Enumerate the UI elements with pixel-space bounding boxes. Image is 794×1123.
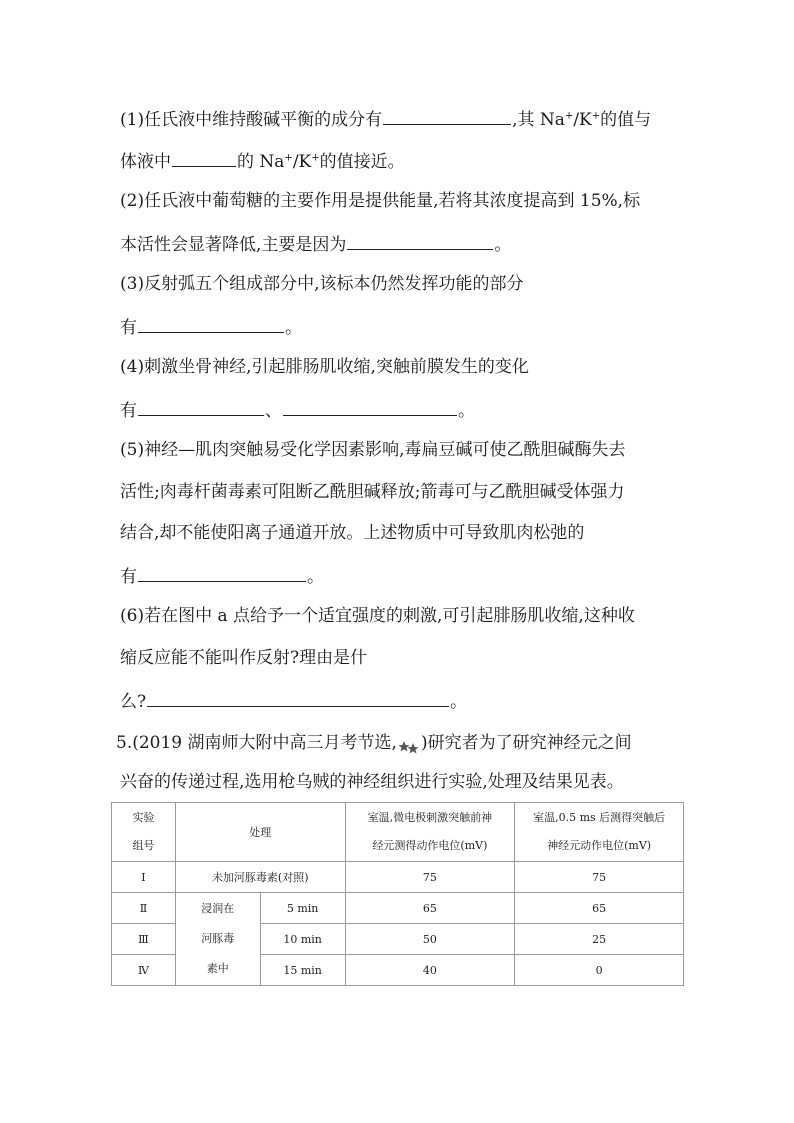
cell-pre: 75 [345, 862, 515, 893]
q1-sup-4: + [311, 152, 320, 164]
q1-blank-1[interactable] [383, 106, 511, 125]
q4-line2 [120, 397, 475, 423]
cell-time: 5 min [260, 893, 345, 924]
cell-post: 0 [515, 955, 684, 986]
cell-group: Ⅱ [112, 893, 176, 924]
q4-text-b: 有 [120, 401, 137, 421]
problem5-source: 5.(2019 湖南师大附中高三月考节选, [116, 733, 397, 753]
q5-text-a: (5)神经—肌肉突触易受化学因素影响,毒扁豆碱可使乙酰胆碱酶失去 [120, 440, 626, 460]
q6-line1 [120, 604, 635, 628]
q3-text-a: (3)反射弧五个组成部分中,该标本仍然发挥功能的部分 [120, 274, 524, 294]
cell-time: 10 min [260, 924, 345, 955]
q2-line2 [120, 231, 511, 257]
cell-post: 65 [515, 893, 684, 924]
table-header-row [112, 803, 684, 862]
problem5-text-b: 兴奋的传递过程,选用枪乌贼的神经组织进行实验,处理及结果见表。 [120, 772, 624, 792]
header-post [515, 803, 684, 862]
q2-text-a: (2)任氏液中葡萄糖的主要作用是提供能量,若将其浓度提高到 15%,标 [120, 191, 641, 211]
problem5-text-a: )研究者为了研究神经元之间 [420, 733, 632, 753]
q4-blank-1[interactable] [138, 397, 264, 416]
cell-post: 75 [515, 862, 684, 893]
q1-text-d: 的值与 [600, 110, 652, 130]
cell-group: Ⅲ [112, 924, 176, 955]
soak-label-line1: 浸润在 [201, 902, 235, 915]
q1-text-f: 的 Na [237, 152, 285, 172]
double-star-icon [398, 737, 420, 751]
q1-text-e: 体液中 [120, 152, 171, 172]
q6-line2 [120, 646, 367, 670]
q3-line1 [120, 272, 523, 296]
q5-line1 [120, 438, 625, 462]
q1-text-c: /K [573, 110, 592, 130]
q5-line3 [120, 521, 584, 545]
q5-line2 [120, 480, 624, 504]
q1-sup-1: + [564, 110, 574, 122]
q1-blank-2[interactable] [172, 148, 236, 167]
header-pre-line2: 经元测得动作电位(mV) [372, 839, 488, 852]
cell-pre: 50 [345, 924, 515, 955]
q6-text-a: (6)若在图中 a 点给予一个适宜强度的刺激,可引起腓肠肌收缩,这种收 [120, 606, 635, 626]
header-treatment: 处理 [175, 803, 345, 862]
table-row [112, 893, 684, 924]
cell-group: Ⅰ [112, 862, 176, 893]
q1-text-b: ,其 Na [512, 110, 565, 130]
q5-text-e: 。 [307, 567, 324, 587]
q1-text-a: (1)任氏液中维持酸碱平衡的成分有 [120, 110, 383, 130]
q1-line1 [120, 106, 651, 132]
q5-text-b: 活性;肉毒杆菌毒素可阻断乙酰胆碱释放;箭毒可与乙酰胆碱受体强力 [120, 482, 625, 502]
q5-text-c: 结合,却不能使阳离子通道开放。上述物质中可导致肌肉松弛的 [120, 523, 585, 543]
header-group-line1: 实验 [132, 811, 155, 824]
q1-text-h: 的值接近。 [319, 152, 405, 172]
q1-text-g: /K [292, 152, 312, 172]
q3-line2 [120, 314, 302, 340]
q2-blank[interactable] [347, 231, 493, 250]
q5-blank[interactable] [138, 563, 306, 582]
header-post-line2: 神经元动作电位(mV) [547, 839, 652, 852]
soak-label-line3: 素中 [206, 962, 229, 975]
problem5-line2 [120, 770, 624, 794]
q6-text-b: 缩反应能不能叫作反射?理由是什 [120, 648, 368, 668]
header-post-line1: 室温,0.5 ms 后测得突触后 [533, 811, 666, 824]
header-pre-line1: 室温,微电极刺激突触前神 [367, 811, 493, 824]
q6-blank[interactable] [147, 688, 449, 707]
cell-post: 25 [515, 924, 684, 955]
q4-text-a: (4)刺激坐骨神经,引起腓肠肌收缩,突触前膜发生的变化 [120, 357, 529, 377]
q3-text-b: 有 [120, 318, 137, 338]
header-group-line2: 组号 [132, 839, 155, 852]
q1-line2 [120, 148, 405, 174]
q2-line1 [120, 189, 640, 213]
cell-soak-label [175, 893, 260, 986]
q5-line4 [120, 563, 324, 589]
header-group [112, 803, 176, 862]
cell-pre: 65 [345, 893, 515, 924]
q4-line1 [120, 355, 529, 379]
q6-text-d: 。 [450, 692, 468, 712]
q2-text-c: 。 [494, 235, 512, 255]
cell-group: Ⅳ [112, 955, 176, 986]
experiment-table [111, 802, 684, 986]
header-pre [345, 803, 515, 862]
q6-text-c: 么? [120, 692, 147, 712]
q1-sup-3: + [284, 152, 293, 164]
q5-text-d: 有 [120, 567, 137, 587]
cell-time: 15 min [260, 955, 345, 986]
q4-text-d: 。 [458, 401, 475, 421]
table-row [112, 862, 684, 893]
cell-treatment: 未加河豚毒素(对照) [175, 862, 345, 893]
q3-text-c: 。 [285, 318, 302, 338]
cell-pre: 40 [345, 955, 515, 986]
q3-blank[interactable] [138, 314, 284, 333]
q4-text-c: 、 [265, 401, 282, 421]
q6-line3 [120, 688, 467, 714]
q1-sup-2: + [591, 110, 601, 122]
soak-label-line2: 河豚毒 [201, 932, 235, 945]
q4-blank-2[interactable] [283, 397, 457, 416]
q2-text-b: 本活性会显著降低,主要是因为 [120, 235, 347, 255]
problem5-line1 [116, 731, 632, 755]
